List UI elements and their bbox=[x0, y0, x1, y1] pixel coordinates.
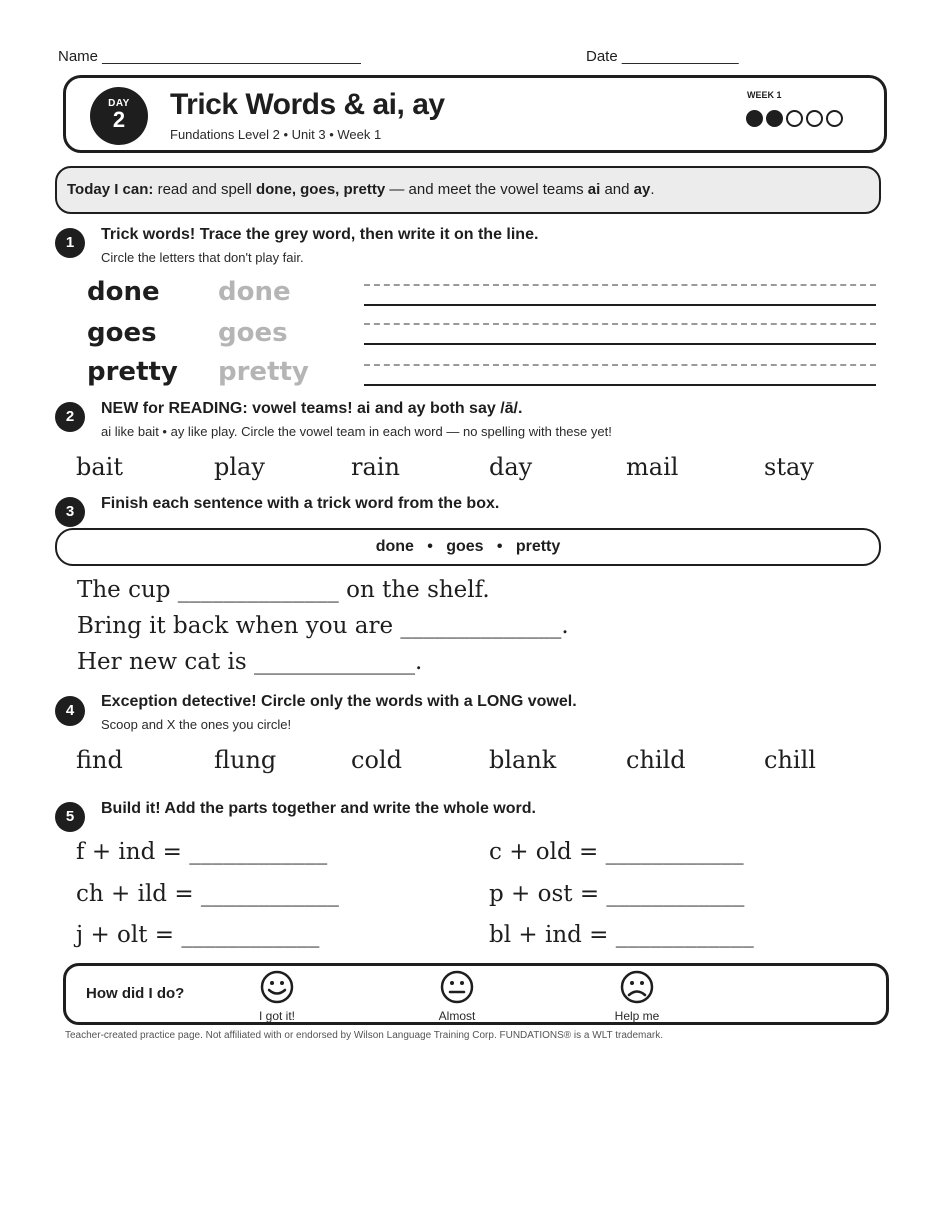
question-4-title: Exception detective! Circle only the words with a LONG vowel. bbox=[101, 693, 577, 710]
question-5-title: Build it! Add the parts together and write the whole word. bbox=[101, 800, 536, 817]
build-left-3: j + olt = ____________ bbox=[76, 922, 320, 948]
build-left-1: f + ind = ____________ bbox=[76, 839, 328, 865]
goal-text-2: — and meet the vowel teams bbox=[385, 181, 588, 198]
vowel-team-word: stay bbox=[764, 453, 814, 481]
face-label: Almost bbox=[438, 1009, 476, 1023]
question-1-title: Trick words! Trace the grey word, then write it on the line. bbox=[101, 226, 539, 243]
detective-word: chill bbox=[764, 746, 816, 774]
trick-word-goes: goes bbox=[87, 318, 157, 348]
sentence-2: Bring it back when you are ______________. bbox=[77, 613, 569, 639]
face-label: I got it! bbox=[258, 1009, 296, 1023]
build-right-1: c + old = ____________ bbox=[489, 839, 744, 865]
week-label: WEEK 1 bbox=[747, 90, 782, 100]
smiley-face-icon bbox=[247, 970, 307, 1004]
detective-word: child bbox=[626, 746, 686, 774]
trick-word-pretty: pretty bbox=[87, 357, 178, 387]
neutral-face-icon bbox=[427, 970, 487, 1004]
page-subtitle: Fundations Level 2 • Unit 3 • Week 1 bbox=[170, 127, 382, 142]
trick-word-done: done bbox=[87, 277, 160, 307]
build-right-2: p + ost = ____________ bbox=[489, 881, 745, 907]
face-option-help-me[interactable] bbox=[607, 970, 667, 1023]
detective-word: find bbox=[76, 746, 123, 774]
self-assessment-question: How did I do? bbox=[86, 985, 185, 1002]
word-box-words: done • goes • pretty bbox=[375, 538, 561, 555]
date-field-label: Date ______________ bbox=[586, 48, 739, 65]
detective-word: flung bbox=[214, 746, 277, 774]
question-2-number: 2 bbox=[55, 402, 85, 432]
day-number: 2 bbox=[112, 107, 126, 132]
trace-word-goes: goes bbox=[218, 318, 288, 348]
day-word: DAY bbox=[108, 98, 130, 109]
face-option-got-it[interactable] bbox=[247, 970, 307, 1023]
progress-dot bbox=[806, 110, 823, 127]
vowel-team-word: bait bbox=[76, 453, 123, 481]
build-right-3: bl + ind = ____________ bbox=[489, 922, 754, 948]
question-4-number: 4 bbox=[55, 696, 85, 726]
question-3-number: 3 bbox=[55, 497, 85, 527]
page-title: Trick Words & ai, ay bbox=[170, 88, 445, 121]
vowel-team-word: play bbox=[214, 453, 265, 481]
disclaimer: Teacher-created practice page. Not affiliated with or endorsed by Wilson Language Training Corp. FUNDATIONS® is a WLT trademark. bbox=[65, 1030, 664, 1041]
progress-dot bbox=[766, 110, 783, 127]
progress-dot bbox=[786, 110, 803, 127]
sentence-1: The cup ______________ on the shelf. bbox=[77, 577, 490, 603]
goal-words: done, goes, pretty bbox=[255, 181, 386, 198]
face-option-almost[interactable] bbox=[427, 970, 487, 1023]
day-badge bbox=[90, 87, 148, 145]
goal-lead: Today I can: bbox=[67, 181, 154, 198]
detective-word: cold bbox=[351, 746, 402, 774]
sentence-3: Her new cat is ______________. bbox=[77, 649, 423, 675]
goal-statement bbox=[67, 181, 655, 198]
vowel-team-word: mail bbox=[626, 453, 679, 481]
question-2-title: NEW for READING: vowel teams! ai and ay both say /ā/. bbox=[101, 400, 523, 417]
progress-dot bbox=[826, 110, 843, 127]
question-1-subtitle: Circle the letters that don't play fair. bbox=[101, 250, 304, 265]
detective-word: blank bbox=[489, 746, 557, 774]
goal-text-4: . bbox=[650, 181, 655, 198]
goal-text-3: and bbox=[600, 181, 634, 198]
build-left-2: ch + ild = ____________ bbox=[76, 881, 339, 907]
trace-word-done: done bbox=[218, 277, 291, 307]
trace-word-pretty: pretty bbox=[218, 357, 309, 387]
goal-text-1: read and spell bbox=[153, 181, 256, 198]
goal-team-ay: ay bbox=[633, 181, 651, 198]
name-field-label: Name _______________________________ bbox=[58, 48, 361, 65]
question-5-number: 5 bbox=[55, 802, 85, 832]
question-1-number: 1 bbox=[55, 228, 85, 258]
sad-face-icon bbox=[607, 970, 667, 1004]
week-progress-dots bbox=[746, 110, 843, 127]
vowel-team-word: rain bbox=[351, 453, 400, 481]
goal-team-ai: ai bbox=[587, 181, 601, 198]
write-line[interactable] bbox=[364, 323, 876, 345]
vowel-team-word: day bbox=[489, 453, 533, 481]
write-line[interactable] bbox=[364, 284, 876, 306]
question-2-subtitle: ai like bait • ay like play. Circle the vowel team in each word — no spelling with these yet! bbox=[101, 424, 612, 439]
write-line[interactable] bbox=[364, 364, 876, 386]
question-3-title: Finish each sentence with a trick word from the box. bbox=[101, 495, 500, 512]
progress-dot bbox=[746, 110, 763, 127]
question-4-subtitle: Scoop and X the ones you circle! bbox=[101, 717, 292, 732]
face-label: Help me bbox=[614, 1009, 660, 1023]
